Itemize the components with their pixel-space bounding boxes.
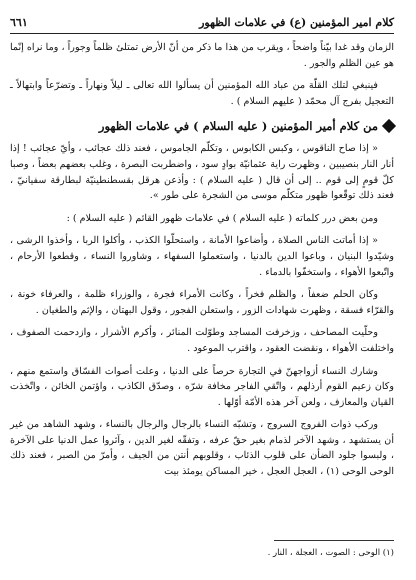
page-number: ٦٦١ bbox=[10, 15, 28, 29]
footnote-divider bbox=[274, 540, 394, 541]
header-divider bbox=[10, 33, 394, 34]
footnote: (١) الوحى : الصوت ، العجلة ، النار . bbox=[267, 548, 394, 558]
body-paragraph: الزمان وقد غدا بيّناً واضحاً ، ويقرب من هذا ما ذكر من أنّ الأرض تمتلئ ظلماً وجوراً ، وما نراه إنّما هو عين الظلم والجور . bbox=[10, 42, 394, 69]
page-header bbox=[10, 14, 394, 30]
body-paragraph: وشارك النساء أزواجهنّ في التجارة حرصاً على الدنيا ، وعلت أصوات الفسّاق واستمع منهم ، وكان زعيم القوم أرذلهم ، واتّقي الفاجر مخافة شرّه ، وصدّق الكاذب ، واؤتمن الخائن ، واتّخذت القيان والمعازف ، ولعن آخر هذه الأمّة أوّلها . bbox=[10, 365, 394, 408]
body-paragraph: فينبغي لتلك القلّة من عباد الله المؤمنين أن يسألوا الله تعالى ـ ليلاً ونهاراً ـ وتضرّعاً وابتهالاً ـ التعجيل بفرج آل محمّد ( عليهم السلام ) . bbox=[10, 80, 394, 107]
body-paragraph: ومن بعض درر كلماته ( عليه السلام ) في علامات ظهور القائم ( عليه السلام ) : bbox=[66, 212, 378, 224]
body-paragraph: « إذا صاح الناقوس ، وكبس الكابوس ، وتكلّم الجاموس ، فعند ذلك عجائب ، وأيّ عجائب ! إذا أنار النار بنصيبين ، وظهرت راية عثمانيّة بوادٍ سود ، واضطربت البصرة ، وغلب بعضهم بعضاً ، وصبا كلّ قومٍ إلى قوم .. إلى أن قال ( عليه السلام ) : وأذعن هرقل بقسطنطينيّة لبطارقة سفيانيّ ، فعند ذلك توقّعوا ظهور متكلّم موسى من الشجرة على طور ». bbox=[10, 143, 394, 202]
body-paragraph: وكان الحلم ضعفاً ، والظلم فخراً ، وكانت الأمراء فجرة ، والوزراء ظلمة ، والعرفاء خونة ، والقرّاء فسقة ، وظهرت شهادات الزور ، واستعلن الفجور ، وقول البهتان ، والإثم والطغيان . bbox=[10, 289, 394, 316]
running-title: كلام امير المؤمنين (ع) في علامات الظهور bbox=[199, 15, 394, 29]
body-paragraph: وركب ذوات الفروج السروج ، وتشبّه النساء بالرجال والرجال بالنساء ، وشهد الشاهد من غير أن يستشهد ، وشهد الآخر لذمام بغير حقّ عرفه ، وتفقّه لغير الدين ، وآثروا عمل الدنيا على الآخرة ، ولبسوا جلود الضأن على قلوب الذئاب ، وقلوبهم أنتن من الجيف ، وأمرّ من الصبر ، فعند ذلك الوحى الوحى (١) ، العجل العجل ، خير المساكن يومئذ بيت bbox=[10, 419, 394, 478]
diamond-bullet-icon bbox=[382, 119, 396, 133]
body-paragraph: وحلّيت المصاحف ، وزخرفت المساجد وطوّلت المنائر ، وأكرم الأشرار ، وازدحمت الصفوف ، واختلفت الأهواء ، ونقضت العقود ، واقترب الموعود . bbox=[10, 327, 394, 354]
section-heading bbox=[10, 119, 394, 133]
section-heading-text: من كلام أمير المؤمنين ( عليه السلام ) في علامات الظهور bbox=[98, 119, 378, 134]
body-paragraph: « إذا أماتت الناس الصلاة ، وأضاعوا الأمانة ، واستحلّوا الكذب ، وأكلوا الربا ، وأخذوا الرشى ، وشيّدوا البنيان ، وباعوا الدين بالدنيا ، واستعملوا السفهاء ، وشاوروا النساء ، وقطعوا الأرحام ، واتّبعوا الأهواء ، واستخفّوا بالدماء . bbox=[10, 235, 394, 278]
page-body bbox=[10, 40, 394, 487]
